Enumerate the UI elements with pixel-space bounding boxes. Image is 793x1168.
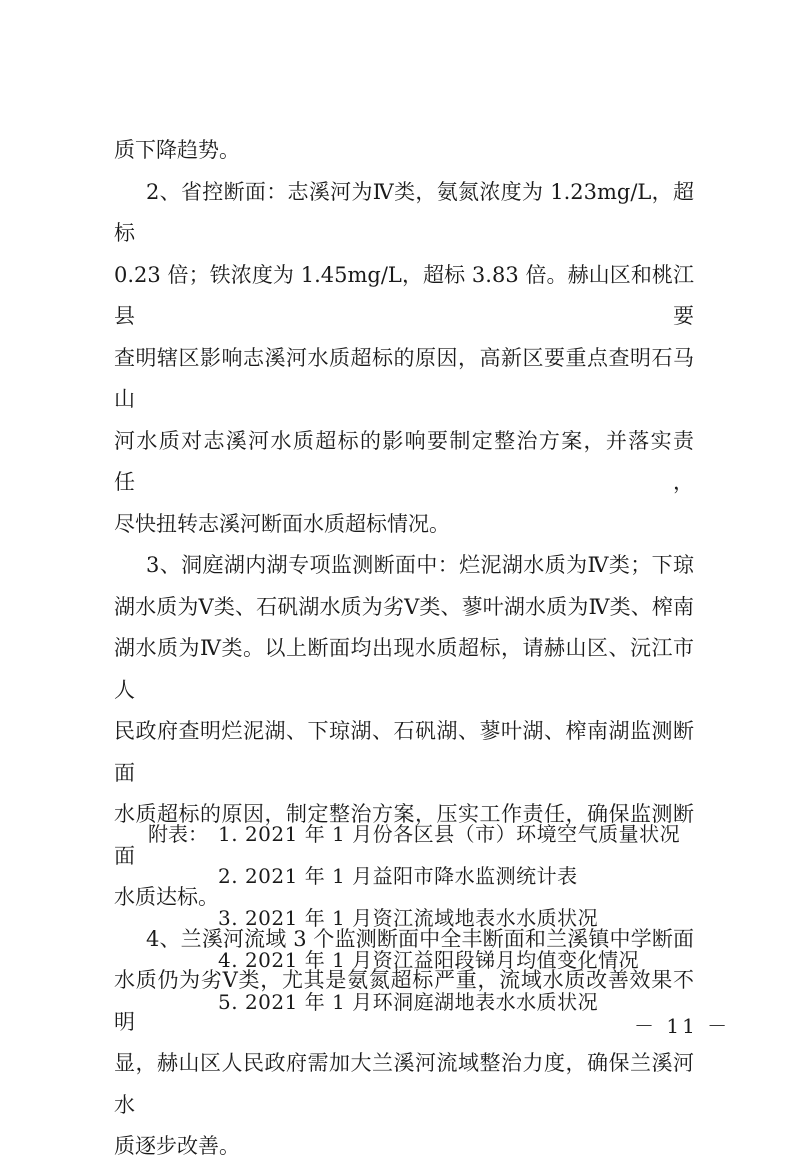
appendix-list	[148, 813, 708, 1023]
paragraph-line: 水质超标的原因，制定整治方案，压实工作责任，确保监测断面	[114, 802, 694, 868]
paragraph-line: 3、洞庭湖内湖专项监测断面中：烂泥湖水质为Ⅳ类；下琼	[146, 553, 694, 577]
paragraph-line: 2、省控断面：志溪河为Ⅳ类，氨氮浓度为 1.23mg/L，超标	[114, 179, 694, 245]
appendix-item: 1. 2021 年 1 月份各区县（市）环境空气质量状况	[218, 822, 681, 846]
appendix-item: 3. 2021 年 1 月资江流域地表水水质状况	[218, 906, 599, 930]
appendix-row	[148, 897, 708, 939]
appendix-item: 2. 2021 年 1 月益阳市降水监测统计表	[218, 864, 578, 888]
appendix-row	[148, 813, 708, 855]
paragraph-line: 0.23 倍；铁浓度为 1.45mg/L，超标 3.83 倍。赫山区和桃江县要	[114, 262, 694, 328]
paragraph-line: 湖水质为Ⅳ类。以上断面均出现水质超标，请赫山区、沅江市人	[114, 636, 694, 702]
appendix-row	[148, 855, 708, 897]
paragraph-line: 质下降趋势。	[114, 138, 240, 162]
paragraph-line: 水质仍为劣Ⅴ类，尤其是氨氮超标严重，流域水质改善效果不明	[114, 968, 694, 1034]
paragraph-line: 查明辖区影响志溪河水质超标的原因，高新区要重点查明石马山	[114, 345, 694, 411]
paragraph-line: 尽快扭转志溪河断面水质超标情况。	[114, 511, 450, 536]
appendix-item: 4. 2021 年 1 月资江益阳段锑月均值变化情况	[218, 948, 640, 972]
appendix-item: 5. 2021 年 1 月环洞庭湖地表水水质状况	[218, 990, 599, 1014]
page-number: － 11 －	[634, 1014, 731, 1038]
paragraph-line: 显，赫山区人民政府需加大兰溪河流域整治力度，确保兰溪河水	[114, 1051, 694, 1117]
appendix-row	[148, 981, 708, 1023]
appendix-label: 附表：	[148, 822, 208, 846]
paragraph-line: 4、兰溪河流域 3 个监测断面中全丰断面和兰溪镇中学断面	[146, 926, 694, 951]
appendix-row	[148, 939, 708, 981]
paragraph-line: 水质达标。	[114, 885, 219, 909]
paragraph-line: 质逐步改善。	[114, 1134, 240, 1158]
paragraph-line: 湖水质为Ⅴ类、石矾湖水质为劣Ⅴ类、蓼叶湖水质为Ⅳ类、榨南	[114, 594, 694, 619]
paragraph-line: 河水质对志溪河水质超标的影响要制定整治方案，并落实责任，	[114, 428, 694, 494]
paragraph-line: 民政府查明烂泥湖、下琼湖、石矾湖、蓼叶湖、榨南湖监测断面	[114, 719, 694, 785]
